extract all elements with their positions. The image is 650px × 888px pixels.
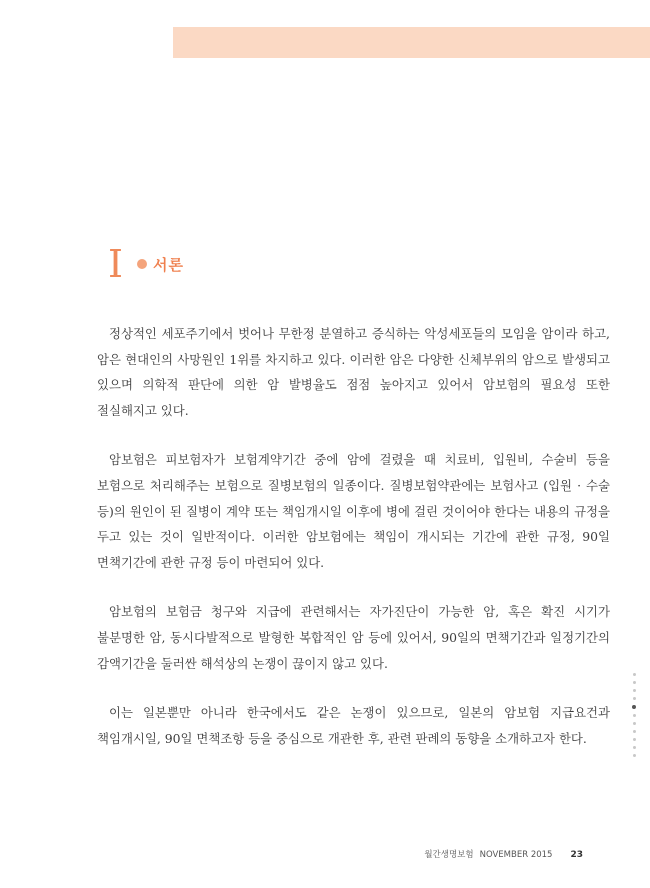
progress-dot [633,722,636,725]
progress-dot [633,730,636,733]
bullet-dot-icon [137,259,147,269]
paragraph-3: 암보험의 보험금 청구와 지급에 관련해서는 자가진단이 가능한 암, 혹은 확진 시기가 불분명한 암, 동시다발적으로 발형한 복합적인 암 등에 있어서, 90일의 면책기간과 일정기간의 감액기간을 둘러싼 해석상의 논쟁이 끊이지 않고 있다. [97,604,610,671]
progress-dot [633,746,636,749]
progress-dot-current [632,705,636,709]
issue-date: NOVEMBER 2015 [479,850,553,860]
progress-dot [633,714,636,717]
publication-name: 월간생명보험 [424,850,474,860]
body-text [97,321,610,775]
progress-dot [633,673,636,676]
progress-dot [633,754,636,757]
progress-dot [633,681,636,684]
page-number: 23 [570,850,583,860]
section-title: 서론 [153,255,184,274]
paragraph-4: 이는 일본뿐만 아니라 한국에서도 같은 논쟁이 있으므로, 일본의 암보험 지급요건과 책임개시일, 90일 면책조항 등을 중심으로 개관한 후, 관련 판례의 동향을 소개하고자 한다. [97,705,610,746]
paragraph-1: 정상적인 세포주기에서 벗어나 무한정 분열하고 증식하는 악성세포들의 모임을 암이라 하고, 암은 현대인의 사망원인 1위를 차지하고 있다. 이러한 암은 다양한 신체부위의 암으로 발생되고 있으며 의학적 판단에 의한 암 발병율도 점점 높아지고 있어서 암보험의 필요성 또한 절실해지고 있다. [97,326,610,418]
page-footer [424,848,583,860]
header-color-band [173,27,650,58]
page-progress-dots [631,673,637,762]
section-heading [108,244,184,284]
paragraph-2: 암보험은 피보험자가 보험계약기간 중에 암에 걸렸을 때 치료비, 입원비, 수술비 등을 보험으로 처리해주는 보험으로 질병보험의 일종이다. 질병보험약관에는 보험사고 (입원 · 수술 등)의 원인이 된 질병이 계약 또는 책임개시일 이후에 병에 걸린 것이어야 한다는 내용의 규정을 두고 있는 것이 일반적이다. 이러한 암보험에는 책임이 개시되는 기간에 관한 규정, 90일 면책기간에 관한 규정 등이 마련되어 있다. [97,452,610,570]
section-numeral: I [108,242,124,286]
progress-dot [633,738,636,741]
progress-dot [633,689,636,692]
progress-dot [633,697,636,700]
